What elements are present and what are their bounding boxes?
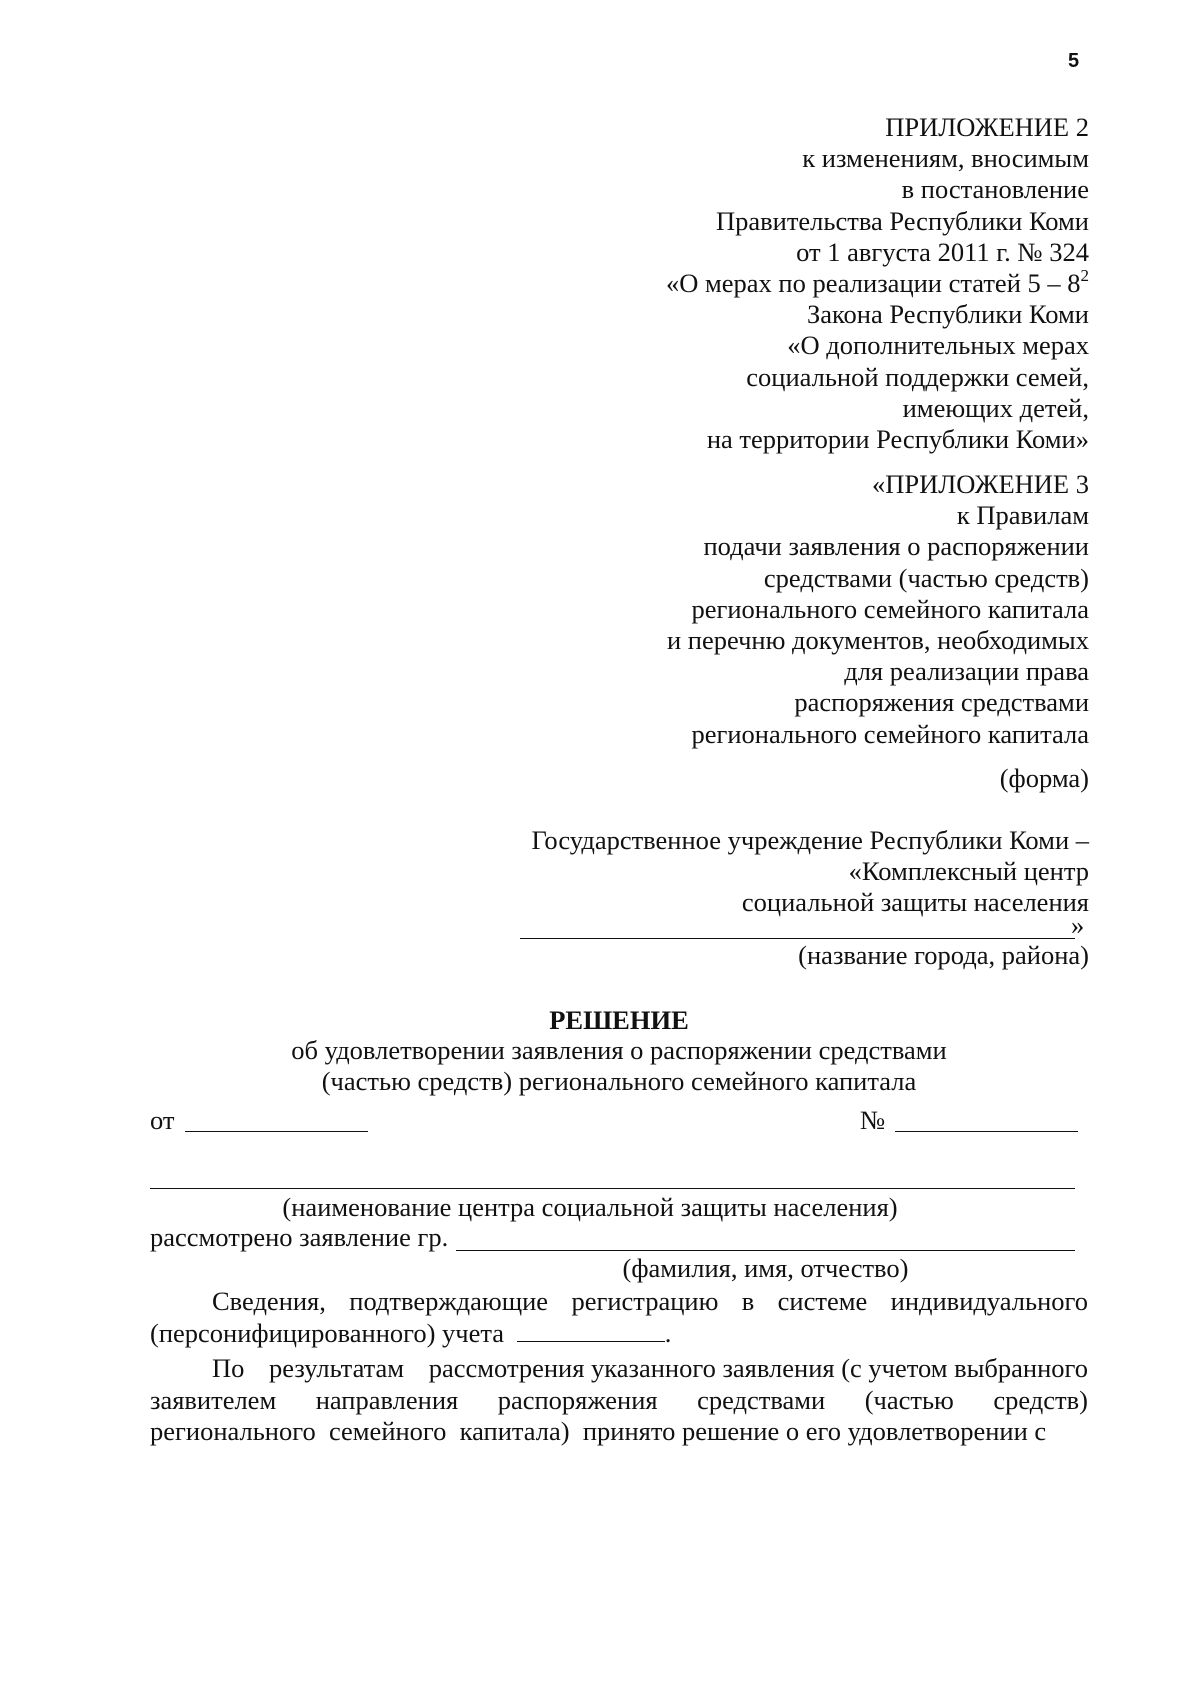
word: (частью <box>864 1384 954 1415</box>
word: заявителем <box>150 1384 277 1415</box>
page-number: 5 <box>1068 50 1080 72</box>
city-caption-text: (название города, района) <box>798 940 1089 970</box>
period: . <box>664 1317 672 1348</box>
appendix-2-line: в постановление <box>901 174 1089 205</box>
word: в <box>741 1286 755 1316</box>
appendix-2-line-articles <box>666 268 1089 299</box>
appendix-3-line: регионального семейного капитала <box>691 718 1089 749</box>
paragraph-2-line-2 <box>150 1385 1088 1417</box>
word: подтверждающие <box>349 1286 549 1316</box>
appendix-3-title: «ПРИЛОЖЕНИЕ 3 <box>872 469 1089 499</box>
institution-line-3: социальной защиты населения <box>741 887 1089 918</box>
center-name-field[interactable] <box>150 1188 1075 1189</box>
appendix-3-line: к Правилам <box>956 500 1089 531</box>
number-label: № <box>860 1105 886 1135</box>
appendix-2-line: социальной поддержки семей, <box>746 361 1089 392</box>
word: средств) <box>993 1384 1088 1415</box>
number-field[interactable] <box>895 1131 1078 1132</box>
word: распоряжения <box>497 1384 658 1415</box>
word: направления <box>315 1384 459 1415</box>
form-label-text: (форма) <box>999 763 1089 793</box>
registration-label: (персонифицированного) учета <box>150 1317 505 1348</box>
paragraph-1-line-2 <box>150 1318 1088 1350</box>
decision-title: РЕШЕНИЕ <box>549 1005 689 1035</box>
appendix-2-line: Закона Республики Коми <box>806 299 1089 330</box>
from-label: от <box>150 1105 175 1135</box>
appendix-2-block <box>666 112 1089 455</box>
appendix-3-line: подачи заявления о распоряжении <box>703 531 1089 562</box>
word: системе <box>777 1286 868 1316</box>
fio-caption: (фамилия, имя, отчество) <box>622 1253 909 1283</box>
paragraph-2-line-3: регионального семейного капитала) принято решение о его удовлетворении с <box>150 1416 1047 1446</box>
appendix-3-line: и перечню документов, необходимых <box>666 625 1089 656</box>
registration-field[interactable] <box>517 1321 665 1342</box>
appendix-3-line: регионального семейного капитала <box>691 593 1089 624</box>
appendix-3-line: средствами (частью средств) <box>763 562 1089 593</box>
appendix-2-line: имеющих детей, <box>902 392 1089 423</box>
word: регистрацию <box>571 1286 719 1316</box>
center-caption: (наименование центра социальной защиты населения) <box>282 1192 898 1222</box>
decision-subtitle-1: об удовлетворении заявления о распоряжении средствами <box>291 1035 947 1065</box>
appendix-3-line: распоряжения средствами <box>794 687 1089 718</box>
word: рассмотрения указанного заявления (с учетом выбранного <box>428 1353 1088 1383</box>
appendix-2-line: от 1 августа 2011 г. № 324 <box>796 236 1089 267</box>
city-caption <box>798 940 1089 971</box>
appendix-3-block <box>667 469 1089 750</box>
word: индивидуального <box>890 1286 1088 1316</box>
paragraph-2 <box>150 1353 1088 1448</box>
appendix-2-line-text: «О мерах по реализации статей 5 – 8 <box>665 268 1081 299</box>
paragraph-1-line-1 <box>150 1286 1088 1318</box>
appendix-2-line: Правительства Республики Коми <box>715 205 1089 236</box>
institution-block <box>531 825 1089 919</box>
form-label <box>1000 763 1089 794</box>
date-field[interactable] <box>185 1131 368 1132</box>
institution-line-1: Государственное учреждение Республики Коми – <box>531 825 1089 855</box>
word: По <box>212 1353 245 1383</box>
appendix-2-line: «О дополнительных мерах <box>787 330 1089 361</box>
appendix-2-title: ПРИЛОЖЕНИЕ 2 <box>885 112 1089 142</box>
applicant-name-field[interactable] <box>456 1250 1075 1251</box>
considered-label: рассмотрено заявление гр. <box>150 1222 449 1252</box>
superscript: 2 <box>1080 266 1089 286</box>
word: Сведения, <box>212 1286 326 1316</box>
paragraph-2-line-1 <box>150 1353 1088 1385</box>
institution-line-2: «Комплексный центр <box>848 856 1089 887</box>
word: средствами <box>697 1384 826 1415</box>
closing-quote: » <box>1071 910 1085 940</box>
word: результатам <box>269 1353 405 1383</box>
appendix-2-line: на территории Республики Коми» <box>706 424 1089 455</box>
appendix-3-line: для реализации права <box>844 656 1089 687</box>
institution-name-blank[interactable] <box>520 938 1075 939</box>
paragraph-1 <box>150 1286 1088 1349</box>
decision-subtitle-2: (частью средств) регионального семейного капитала <box>321 1066 917 1096</box>
appendix-2-line: к изменениям, вносимым <box>802 143 1089 174</box>
